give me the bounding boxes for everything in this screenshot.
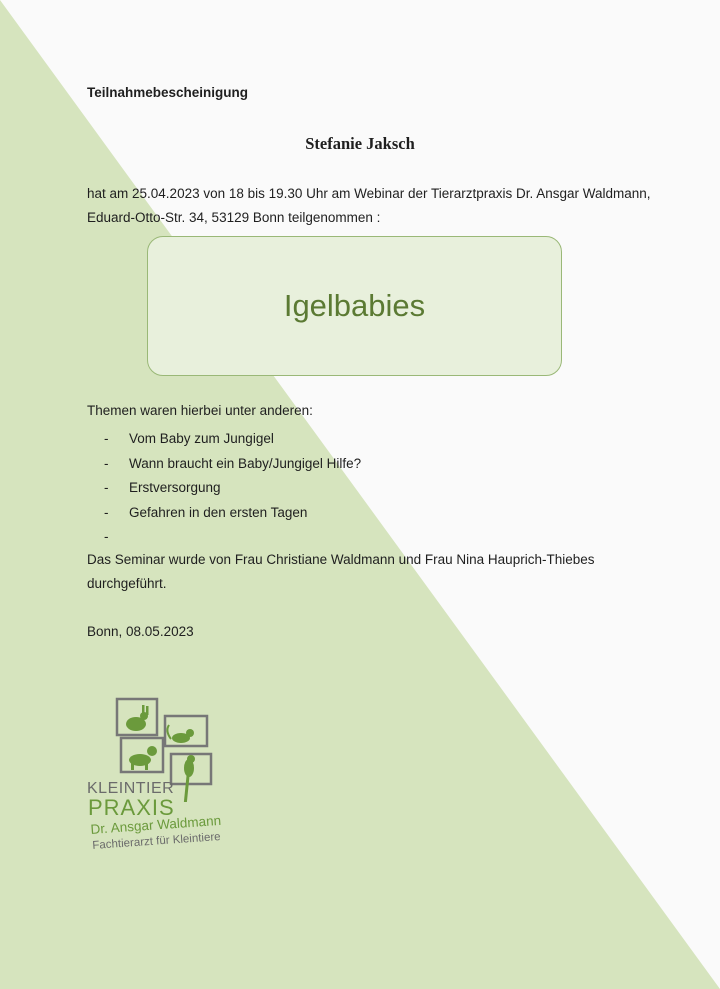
- logo-subtitle: Fachtierarzt für Kleintiere: [92, 831, 221, 852]
- theme-text: Vom Baby zum Jungigel: [129, 431, 274, 446]
- themes-label: Themen waren hierbei unter anderen:: [87, 403, 313, 418]
- topic-title: Igelbabies: [283, 288, 426, 323]
- certificate-heading: Teilnahmebescheinigung: [87, 85, 249, 100]
- seminar-text: Das Seminar wurde von Frau Christiane Waldmann und Frau Nina Hauprich-Thiebes durchgeführt.: [87, 552, 595, 591]
- practice-logo: [80, 692, 270, 867]
- participant-name: Stefanie Jaksch: [305, 134, 415, 153]
- logo-doctor-name: Dr. Ansgar Waldmann: [90, 812, 222, 837]
- theme-text: Gefahren in den ersten Tagen: [129, 504, 308, 520]
- intro-text: hat am 25.04.2023 von 18 bis 19.30 Uhr am Webinar der Tierarztpraxis Dr. Ansgar Waldmann, Eduard-Otto-Str. 34, 53129 Bonn teilgenommen :: [87, 186, 651, 225]
- logo-line1: KLEINTIER: [87, 780, 175, 797]
- topic-box: [147, 236, 562, 376]
- theme-text: Erstversorgung: [129, 480, 221, 495]
- theme-text: Wann braucht ein Baby/Jungigel Hilfe?: [129, 455, 362, 471]
- place-date: Bonn, 08.05.2023: [87, 624, 194, 639]
- logo-line2: PRAXIS: [88, 795, 175, 820]
- certificate-page: Teilnahmebescheinigung Stefanie Jaksch hat am 25.04.2023 von 18 bis 19.30 Uhr am Webinar der Tierarztpraxis Dr. Ansgar Waldmann, Eduard-Otto-Str. 34, 53129 Bonn teilgenommen : Igelbabies Themen waren hierbei unter anderen: - Vom Baby zum Jungigel - Wann braucht ein Baby/Jungigel Hilfe? - Erstversorgung - Gefahren in den ersten Tagen - Das Seminar wurde von Frau Christiane Waldmann und Frau Nina Hauprich-Thiebes durchgeführt. Bonn, 08.05.2023 KLEINTIER PRAXIS Dr. Ansgar Waldmann Fachtierarzt für Kleintiere: [0, 0, 720, 989]
